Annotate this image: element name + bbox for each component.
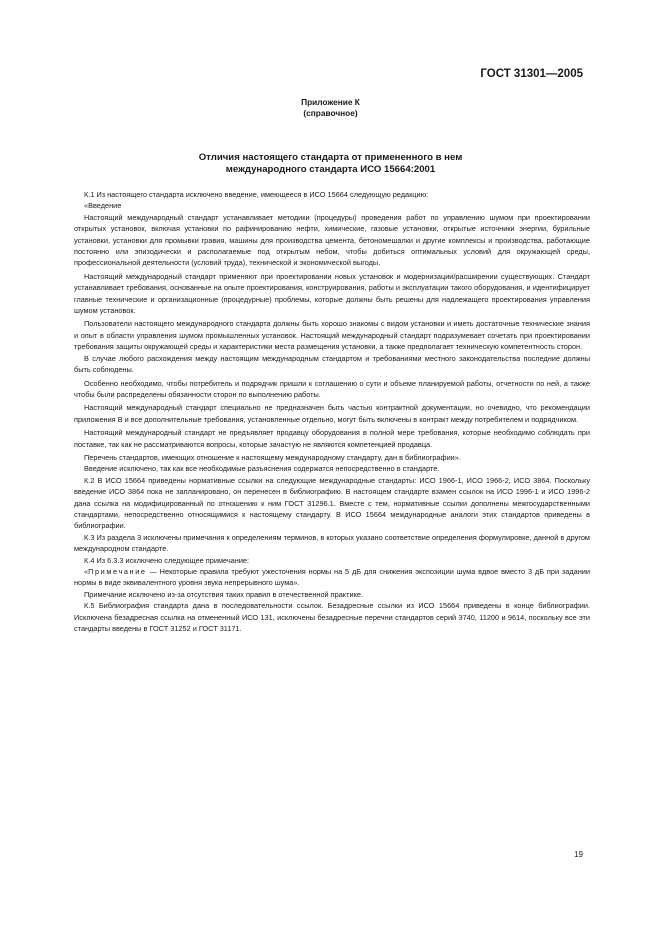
paragraph-intro-removed: Введение исключено, так как все необходимые разъяснения содержатся непосредственно в стандарте. xyxy=(84,464,440,474)
paragraph-intro-5: Особенно необходимо, чтобы потребитель и подрядчик пришли к соглашению о сути и объеме планируемой работы, отчетности по ней, а также чтобы были распределены обязанности сторон по выполнению работы. xyxy=(74,378,590,399)
paragraph-intro-heading: «Введение xyxy=(84,201,122,211)
paragraph-note-removed: Примечание исключено из-за отсутствия таких правил в отечественной практике. xyxy=(84,589,363,599)
annex-heading xyxy=(0,97,661,119)
document-body xyxy=(74,189,590,634)
page-number: 19 xyxy=(574,850,583,859)
annex-title: Приложение К xyxy=(301,97,360,107)
annex-subtitle: (справочное) xyxy=(303,108,358,118)
note-paragraph xyxy=(74,566,590,589)
document-code: ГОСТ 31301—2005 xyxy=(480,68,583,80)
paragraph-k3: К.3 Из раздела 3 исключены примечания к определениям терминов, в которых указано соответствие определения формулировке, данной в другом международном стандарте. xyxy=(74,532,590,554)
paragraph-k5: К.5 Библиография стандарта дана в последовательности ссылок. Безадресные ссылки из ИСО 15664 приведены в конце библиографии. Исключена безадресная ссылка на отмененный ИСО 131, исключены безадресные перечни стандартов серий 3740, 11200 и 9614, поскольку все эти стандарты введены в ГОСТ 31252 и ГОСТ 31171. xyxy=(74,601,590,634)
section-title-line-2: международного стандарта ИСО 15664:2001 xyxy=(225,164,436,175)
section-title-line-1: Отличия настоящего стандарта от примененного в нем xyxy=(198,152,463,163)
paragraph-intro-3: Пользователи настоящего международного стандарта должны быть хорошо знакомы с видом установки и иметь достаточные технические знания и опыт в области управления шумом промышленных установок. Настоящий международный стандарт подразумевает сочетать при проектировании требования защиты окружающей среды и характеристики места размещения установки, а также предполагает техническую компетентность сторон. xyxy=(74,319,590,352)
paragraph-intro-8: Перечень стандартов, имеющих отношение к настоящему международному стандарту, дан в библиографии». xyxy=(84,452,461,462)
note-quote-open: « xyxy=(84,567,89,576)
paragraph-intro-6: Настоящий международный стандарт специально не предназначен быть частью контрактной документации, но очевидно, что рекомендации приложения В и все дополнительные требования, установленные отдельно, могут быть включены в контракт между потребителем и подрядчиком. xyxy=(74,403,590,424)
paragraph-k2: К.2 В ИСО 15664 приведены нормативные ссылки на следующие международные стандарты: ИСО 1966-1, ИСО 1966-2, ИСО 3864. Поскольку введение ИСО 3864 пока не запланировано, он перенесен в библиографию. В настоящем стандарте взамен ссылок на ИСО 1996-1 и ИСО 1996-2 дана ссылка на модифицированный по отношению к ним ГОСТ 31296.1. Вместе с тем, нормативные ссылки дополнены межгосударственными стандартами, непосредственно относящимися к настоящему стандарту. В ИСО 15664 международные аналоги этих стандартов приведены в библиографии. xyxy=(74,475,590,531)
paragraph-intro-4: В случае любого расхождения между настоящим международным стандартом и требованиями местного законодательства последние должны быть соблюдены. xyxy=(74,353,590,375)
paragraph-intro-2: Настоящий международный стандарт применяют при проектировании новых установок и модернизации/расширении существующих. Стандарт устанавливает требования, основанные на опыте проектирования, конструирования, работы и эксплуатации такого оборудования, и идентифицирует главные технические и организационные (процедурные) проблемы, которые должны быть решены для надлежащего проектирования управления шумом установок. xyxy=(74,271,590,316)
paragraph-intro-7: Настоящий международный стандарт не предъявляет продавцу оборудования в полной мере требования, которые необходимо соблюдать при поставке, так как не рассматриваются вопросы, которые зачастую не являются компетенцией продавца. xyxy=(74,428,590,449)
note-text: — Некоторые правила требуют ужесточения нормы на 5 дБ для снижения экспозиции шума вдвое вместо 3 дБ при задании нормы в виде эквивалентного уровня звука непрерывного шума». xyxy=(74,567,590,588)
paragraph-k1: К.1 Из настоящего стандарта исключено введение, имеющееся в ИСО 15664 следующую редакцию: xyxy=(84,190,429,199)
paragraph-intro-1: Настоящий международный стандарт устанавливает методики (процедуры) проведения работ по управлению шумом при проектировании открытых установок, включая установки по рафинированию нефти, химические, газовые установки, открытые источники энергии, бурильные установки, установки для промывки гравия, машины для производства цемента, бетономешалки и другие комплексы и производства, работающие постоянно или эпизодически и располагаемые под открытым небом, чтобы добиться оптимальных условий для окружающей среды, профессиональной деятельности (условий труда), технической и экономической выгоды. xyxy=(74,212,590,268)
section-title xyxy=(0,152,661,176)
paragraph-k4: К.4 Из 6.3.3 исключено следующее примечание: xyxy=(84,555,250,565)
note-label: Примечание xyxy=(88,567,147,576)
